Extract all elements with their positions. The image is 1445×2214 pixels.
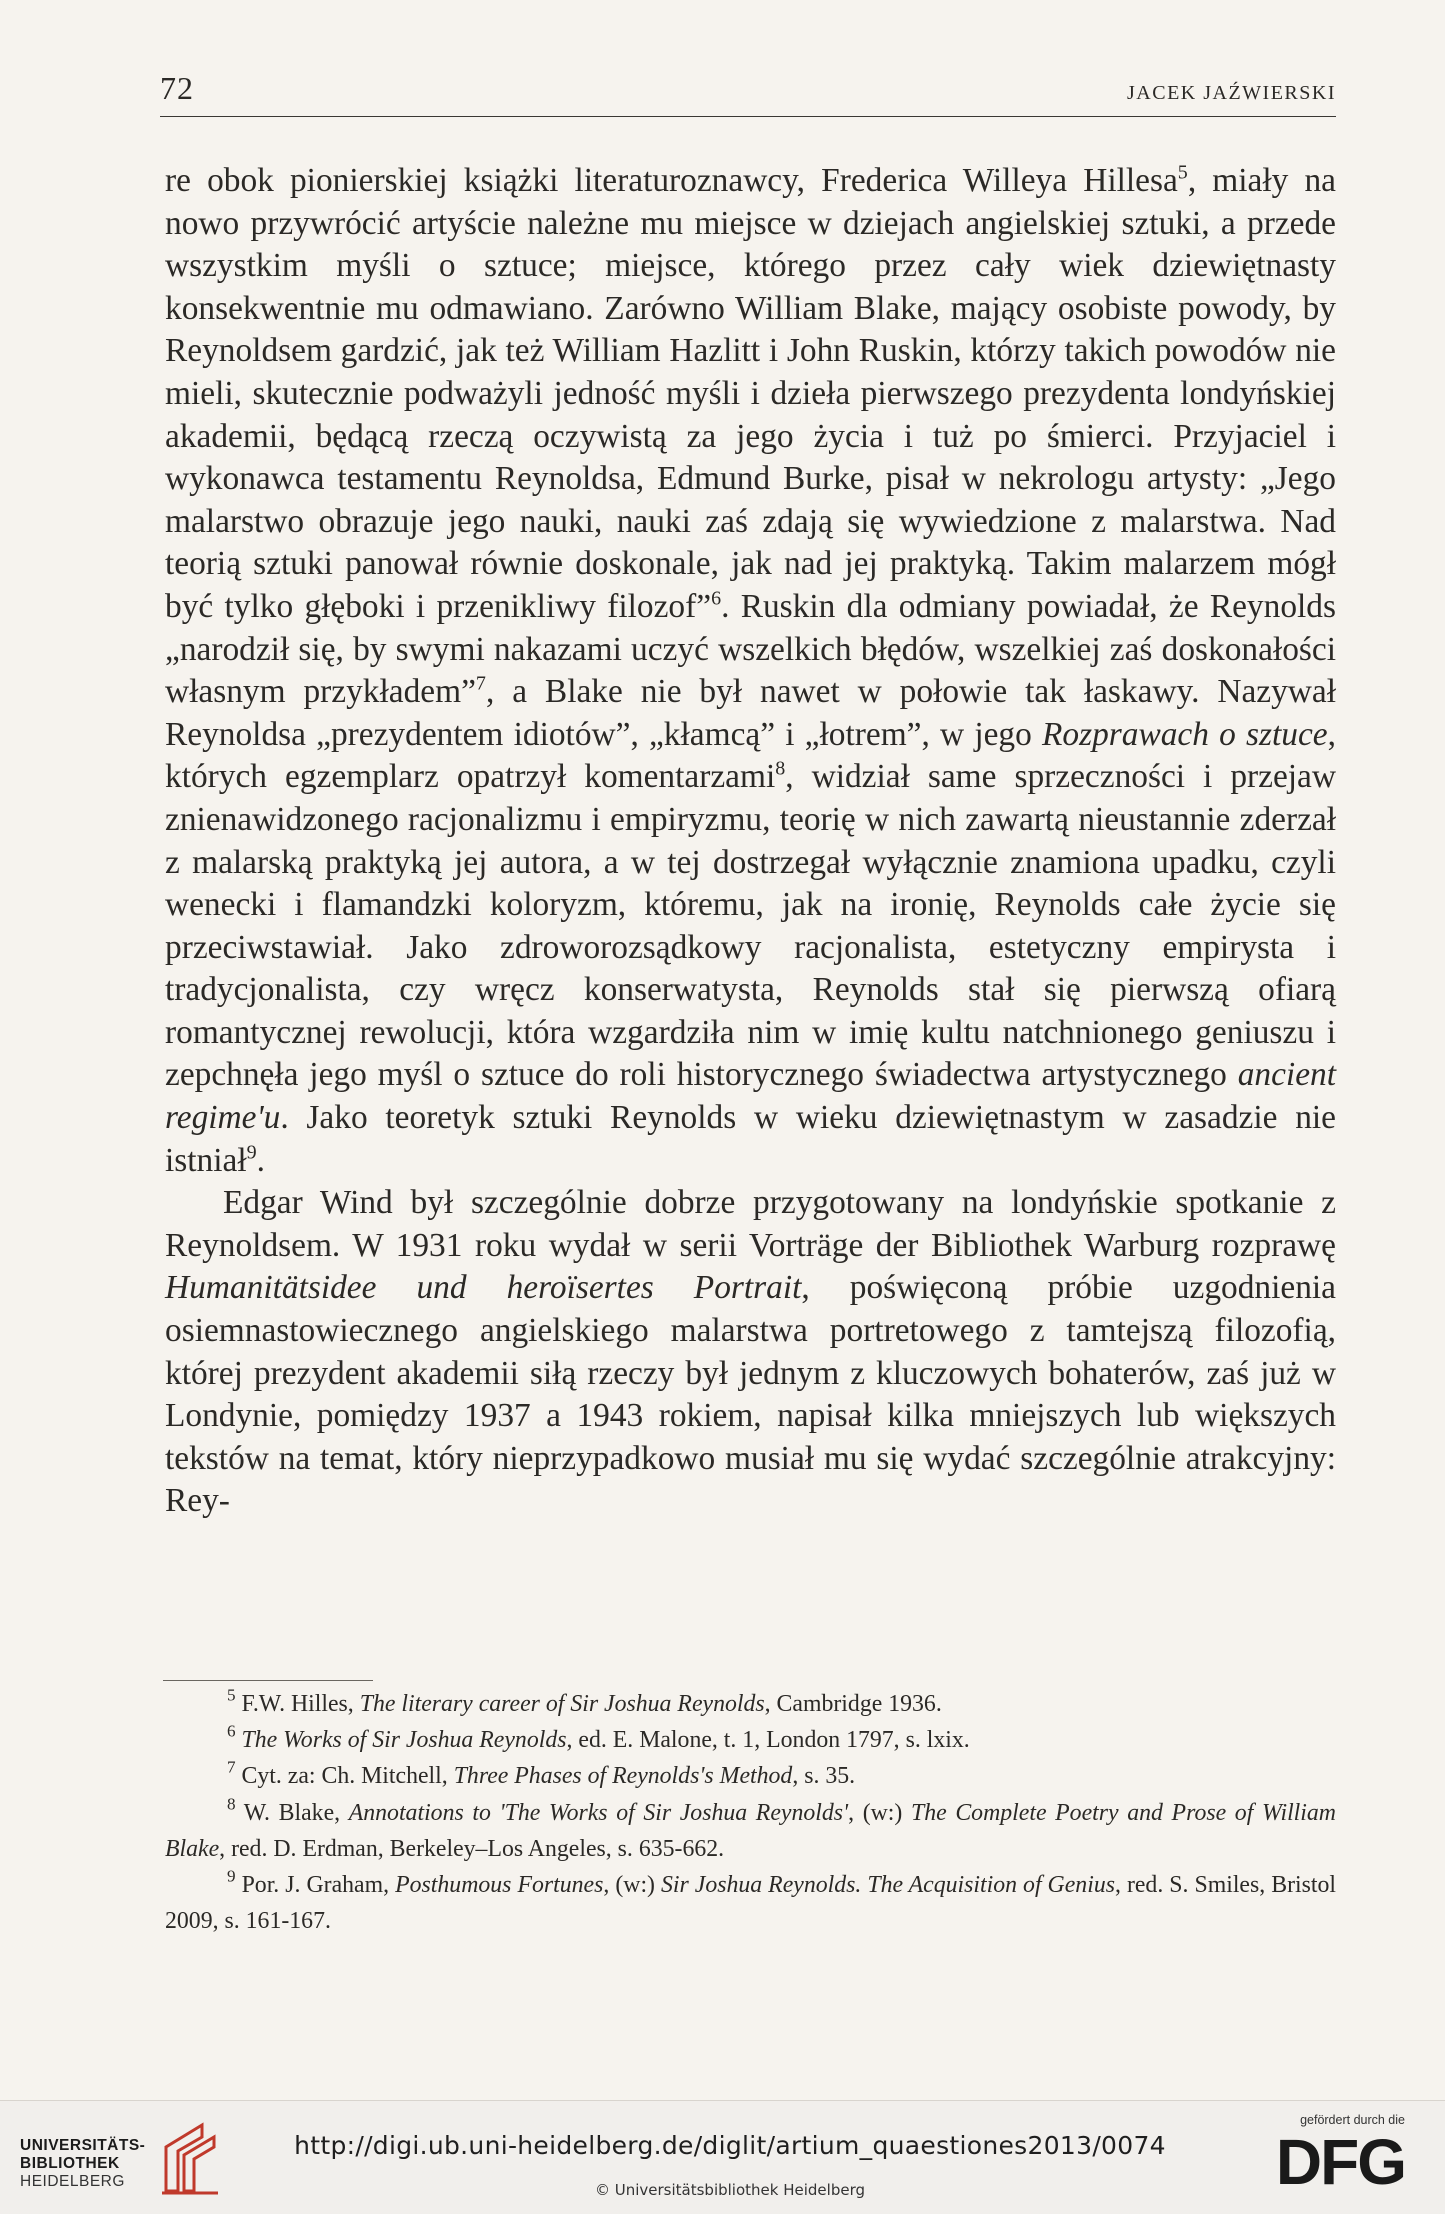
page-header [160, 70, 1336, 117]
body-text [165, 160, 1336, 1523]
footnote-6: $^6$ The Works of Sir Joshua Reynolds, ed. E. Malone, t. 1, London 1797, s. lxix. [227, 1721, 970, 1754]
library-name-line3: HEIDELBERG [20, 2173, 125, 2190]
dfg-caption: gefördert durch die [1300, 2113, 1405, 2127]
library-logo [20, 2117, 230, 2197]
library-emblem-icon [158, 2117, 222, 2197]
footnote-9: $^9$ Por. J. Graham, Posthumous Fortunes, (w:) Sir Joshua Reynolds. The Acquisition of Genius, red. S. Smiles, Bristol 2009, s. 161-167. [165, 1866, 1337, 1935]
italic-title: Rozprawach o sztuce [1042, 715, 1328, 753]
footnote-ref-7: 7 [475, 672, 486, 695]
footnote-ref-6: 6 [711, 587, 722, 610]
library-name-line2: BIBLIOTHEK [20, 2155, 120, 2172]
dfg-wordmark: DFG [1275, 2126, 1405, 2198]
footnote-5: $^5$ F.W. Hilles, The literary career of Sir Joshua Reynolds, Cambridge 1936. [227, 1685, 942, 1717]
footnote-ref-9: 9 [246, 1141, 257, 1164]
running-head: JACEK JAŹWIERSKI [1127, 82, 1336, 104]
library-name-line1: UNIVERSITÄTS- [20, 2137, 146, 2154]
footnote-7: $^7$ Cyt. za: Ch. Mitchell, Three Phases of Reynolds's Method, s. 35. [227, 1757, 856, 1790]
footnote-ref-5: 5 [1177, 161, 1188, 184]
footnote-separator [163, 1680, 373, 1681]
paragraph-2: Edgar Wind był szczególnie dobrze przygotowany na londyńskie spotkanie z Reynoldsem. W 1931 roku wydał w serii Vorträge der Bibliothek Warburg rozprawę Humanitätsidee und heroïsertes Portrait, poświęconą próbie uzgodnienia osiemnastowiecznego angielskiego malarstwa portretowego z tamtejszą filozofią, której prezydent akademii siłą rzeczy był jednym z kluczowych bohaterów, zaś już w Londynie, pomiędzy 1937 a 1943 rokiem, napisał kilka mniejszych lub większych tekstów na temat, który nieprzypadkowo musiał mu się wydać szczególnie atrakcyjny: Rey- [165, 1184, 1336, 1520]
source-url[interactable]: http://digi.ub.uni-heidelberg.de/diglit/artium_quaestiones2013/0074 [294, 2131, 1166, 2160]
dfg-logo [1275, 2113, 1405, 2205]
page-number: 72 [160, 70, 194, 106]
paragraph-1: re obok pionierskiej książki literaturoznawcy, Frederica Willeya Hillesa$^5$, miały na nowo przywrócić artyście należne mu miejsce w dziejach angielskiej sztuki, a przede wszystkim myśli o sztuce; miejsce, którego przez cały wiek dziewiętnasty konsekwentnie mu odmawiano. Zarówno William Blake, mający osobiste powody, by Reynoldsem gardzić, jak też William Hazlitt i John Ruskin, którzy takich powodów nie mieli, skutecznie podważyli jedność myśli i dzieła pierwszego prezydenta londyńskiej akademii, będącą rzeczą oczywistą za jego życia i tuż po śmierci. Przyjaciel i wykonawca testamentu Reynoldsa, Edmund Burke, pisał w nekrologu artysty: „Jego malarstwo obrazuje jego nauki, nauki zaś zdają się wywiedzione z malarstwa. Nad teorią sztuki panował równie doskonale, jak nad jej praktyką. Takim malarzem mógł być tylko głęboki i przenikliwy filozof”$^6$. Ruskin dla odmiany powiadał, że Reynolds „narodził się, by swymi nakazami uczyć wszelkich błędów, wszelkiej zaś doskonałości własnym przykładem”$^7$, a Blake nie był nawet w połowie tak łaskawy. Nazywał Reynoldsa „prezydentem idiotów”, „kłamcą” i „łotrem”, w jego Rozprawach o sztuce, których egzemplarz opatrzył komentarzami$^8$, widział same sprzeczności i przejaw znienawidzonego racjonalizmu i empiryzmu, teorię w nich zawartą nieustannie zderzał z malarską praktyką jej autora, a w tej dostrzegał wyłącznie znamiona upadku, czyli wenecki i flamandzki koloryzm, któremu, jak na ironię, Reynolds całe życie się przeciwstawiał. Jako zdroworozsądkowy racjonalista, estetyczny empirysta i tradycjonalista, czy wręcz konserwatysta, Reynolds stał się pierwszą ofiarą romantycznej rewolucji, która wzgardziła nim w imię kultu natchnionego geniuszu i zepchnęła jego myśl o sztuce do roli historycznego świadectwa artystycznego ancient regime'u. Jako teoretyk sztuki Reynolds w wieku dziewiętnastym w zasadzie nie istniał$^9$. [165, 161, 1336, 1179]
italic-phrase: ancient regime'u [165, 1056, 1336, 1137]
copyright-notice: © Universitätsbibliothek Heidelberg [594, 2181, 865, 2199]
italic-title: Humanitätsidee und heroïsertes Portrait [165, 1269, 802, 1307]
footnotes [165, 1686, 1336, 1939]
digitization-footer [0, 2100, 1445, 2214]
footnote-ref-8: 8 [775, 757, 786, 780]
footnote-8: $^8$ W. Blake, Annotations to 'The Works of Sir Joshua Reynolds', (w:) The Complete Poetry and Prose of William Blake, red. D. Erdman, Berkeley–Los Angeles, s. 635-662. [165, 1794, 1336, 1862]
